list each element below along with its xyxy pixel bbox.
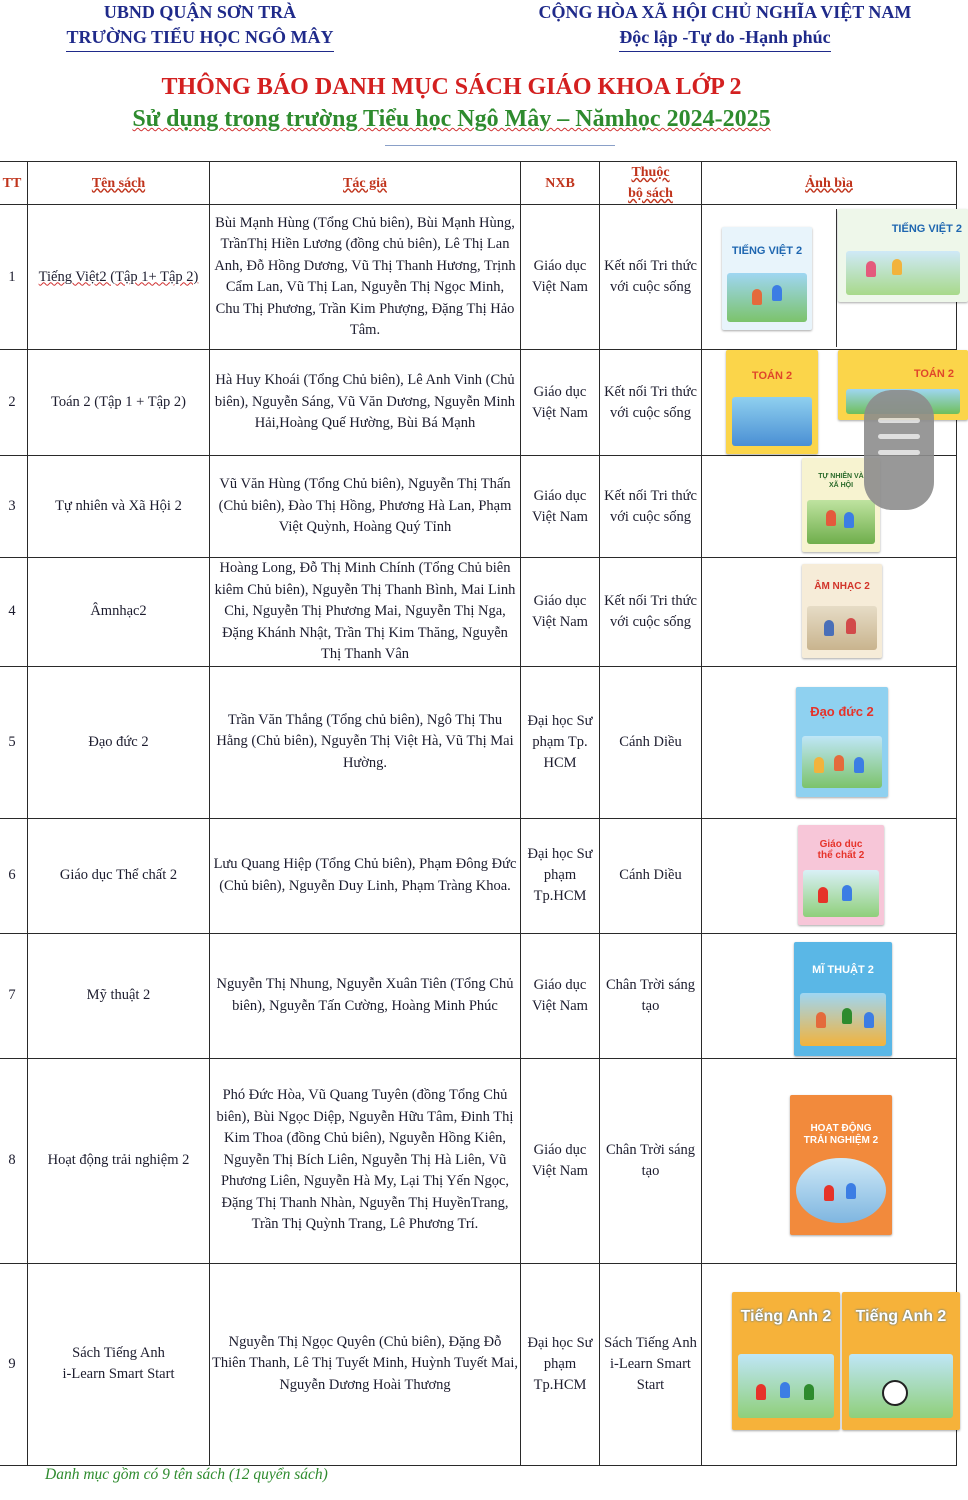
row-authors: Trần Văn Thắng (Tổng chủ biên), Ngô Thị Thu Hằng (Chủ biên), Nguyễn Thị Việt Hà, Vũ Thị Mai Hường. xyxy=(210,666,521,818)
row-book-name: Tiếng Việt2 (Tập 1+ Tập 2) xyxy=(28,205,210,350)
book-cover-image: ÂM NHẠC 2 xyxy=(802,564,882,658)
row-tt: 8 xyxy=(0,1058,28,1263)
book-cover-image: Giáo dục thể chất 2 xyxy=(798,825,884,925)
row-book-name: Đạo đức 2 xyxy=(28,666,210,818)
row-tt: 9 xyxy=(0,1263,28,1465)
floating-scroll-handle[interactable] xyxy=(864,390,934,510)
table-row xyxy=(0,666,957,818)
table-row xyxy=(0,558,957,667)
row-series: Kết nối Tri thức với cuộc sống xyxy=(600,350,702,456)
row-cover-cell xyxy=(702,1058,957,1263)
row-book-name: Toán 2 (Tập 1 + Tập 2) xyxy=(28,350,210,456)
row-authors: Hoàng Long, Đỗ Thị Minh Chính (Tổng Chủ biên kiêm Chủ biên), Nguyễn Thị Thanh Bình, Mai Linh Chi, Nguyễn Thị Phương Mai, Nguyễn Thị Nga, Đặng Khánh Nhật, Trần Thị Kim Thăng, Nguyễn Thị Thanh Vân xyxy=(210,558,521,667)
book-cover-image: TOÁN 2 xyxy=(726,350,818,454)
row-series: Kết nối Tri thức với cuộc sống xyxy=(600,558,702,667)
footer-note: Danh mục gồm có 9 tên sách (12 quyển sách) xyxy=(45,1466,328,1483)
page-title: THÔNG BÁO DANH MỤC SÁCH GIÁO KHOA LỚP 2 xyxy=(161,74,742,100)
national-motto: Độc lập -Tự do -Hạnh phúc xyxy=(619,25,830,52)
district-name: UBND QUẬN SƠN TRÀ xyxy=(103,2,297,22)
book-cover-image: HOẠT ĐỘNG TRẢI NGHIỆM 2 xyxy=(790,1095,892,1235)
row-cover-cell xyxy=(702,205,962,350)
row-series: Kết nối Tri thức với cuộc sống xyxy=(600,456,702,558)
row-authors: Lưu Quang Hiệp (Tổng Chủ biên), Phạm Đông Đức (Chủ biên), Nguyễn Duy Linh, Phạm Tràng Khoa. xyxy=(210,818,521,933)
textbook-table xyxy=(0,161,962,1466)
row-tt: 4 xyxy=(0,558,28,667)
page-subtitle: Sử dụng trong trường Tiểu học Ngô Mây – Nămhọc 2024-2025 xyxy=(132,106,771,132)
row-tt: 1 xyxy=(0,205,28,350)
row-book-name: Giáo dục Thể chất 2 xyxy=(28,818,210,933)
row-cover-cell xyxy=(702,1263,957,1465)
row-publisher: Đại học Sư phạm Tp. HCM xyxy=(521,666,600,818)
book-cover-image: TOÁN 2 xyxy=(838,350,968,420)
national-header xyxy=(520,0,930,52)
school-name: TRƯỜNG TIỂU HỌC NGÔ MÂY xyxy=(66,25,333,52)
row-series: Kết nối Tri thức với cuộc sống xyxy=(600,205,702,350)
row-book-name: Âmnhạc2 xyxy=(28,558,210,667)
header-cover: Ảnh bìa xyxy=(702,162,957,205)
table-row xyxy=(0,1263,957,1465)
row-tt: 2 xyxy=(0,350,28,456)
row-authors: Vũ Văn Hùng (Tổng Chủ biên), Nguyễn Thị Thấn (Chủ biên), Đào Thị Hồng, Phương Hà Lan, Phạm Việt Quỳnh, Hoàng Quý Tỉnh xyxy=(210,456,521,558)
book-cover-image: Đạo đức 2 xyxy=(796,687,888,797)
table-row xyxy=(0,933,957,1058)
row-authors: Nguyễn Thị Ngọc Quyên (Chủ biên), Đặng Đỗ Thiên Thanh, Lê Thị Tuyết Minh, Huỳnh Tuyết Mai, Nguyễn Dương Hoài Thương xyxy=(210,1263,521,1465)
row-publisher: Đại học Sư phạm Tp.HCM xyxy=(521,818,600,933)
header-author: Tác giả xyxy=(210,162,521,205)
row-tt: 5 xyxy=(0,666,28,818)
row-cover-cell xyxy=(702,818,957,933)
book-cover-image: Tiếng Anh 2 xyxy=(732,1292,840,1430)
row-book-name: Sách Tiếng Anh i-Learn Smart Start xyxy=(28,1263,210,1465)
row-series: Chân Trời sáng tạo xyxy=(600,933,702,1058)
national-title: CỘNG HÒA XÃ HỘI CHỦ NGHĨA VIỆT NAM xyxy=(538,2,912,22)
row-book-name: Mỹ thuật 2 xyxy=(28,933,210,1058)
row-tt: 6 xyxy=(0,818,28,933)
table-row xyxy=(0,205,957,350)
row-tt: 3 xyxy=(0,456,28,558)
book-cover-image: TIẾNG VIỆT 2 xyxy=(838,209,968,302)
row-publisher: Giáo dục Việt Nam xyxy=(521,456,600,558)
row-authors: Phó Đức Hòa, Vũ Quang Tuyên (đồng Tổng Chủ biên), Bùi Ngọc Diệp, Nguyễn Hữu Tâm, Đinh Thị Kim Thoa (đồng Chủ biên), Nguyễn Hồng Kiên, Nguyễn Thị Bích Liên, Nguyễn Thị Hà Liên, Vũ Phương Liên, Nguyễn Hà My, Lại Thị Yến Ngọc, Đặng Thị Thanh Nhàn, Nguyễn Thị HuyềnTrang, Trần Thị Quỳnh Trang, Lê Phương Trí. xyxy=(210,1058,521,1263)
row-publisher: Giáo dục Việt Nam xyxy=(521,205,600,350)
row-publisher: Đại học Sư phạm Tp.HCM xyxy=(521,1263,600,1465)
row-cover-cell xyxy=(702,933,957,1058)
row-publisher: Giáo dục Việt Nam xyxy=(521,350,600,456)
row-cover-cell xyxy=(702,558,957,667)
row-series: Sách Tiếng Anh i-Learn Smart Start xyxy=(600,1263,702,1465)
row-tt: 7 xyxy=(0,933,28,1058)
table-row xyxy=(0,456,957,558)
row-authors: Nguyễn Thị Nhung, Nguyễn Xuân Tiên (Tổng Chủ biên), Nguyễn Tấn Cường, Hoàng Minh Phúc xyxy=(210,933,521,1058)
row-publisher: Giáo dục Việt Nam xyxy=(521,1058,600,1263)
header-tt: TT xyxy=(0,162,28,205)
book-cover-image: TIẾNG VIỆT 2 xyxy=(722,227,812,330)
header-publisher: NXB xyxy=(521,162,600,205)
row-cover-cell xyxy=(702,666,957,818)
table-row xyxy=(0,350,957,456)
title-divider xyxy=(385,145,615,146)
row-series: Cánh Diều xyxy=(600,818,702,933)
row-publisher: Giáo dục Việt Nam xyxy=(521,933,600,1058)
header-series: Thuộc bộ sách xyxy=(600,162,702,205)
book-cover-image: TỰ NHIÊN VÀ XÃ HỘI xyxy=(802,458,880,552)
table-header-row xyxy=(0,162,957,205)
row-publisher: Giáo dục Việt Nam xyxy=(521,558,600,667)
row-book-name: Tự nhiên và Xã Hội 2 xyxy=(28,456,210,558)
row-series: Cánh Diều xyxy=(600,666,702,818)
book-cover-image: MĨ THUẬT 2 xyxy=(794,942,892,1056)
table-row xyxy=(0,1058,957,1263)
row-authors: Hà Huy Khoái (Tổng Chủ biên), Lê Anh Vinh (Chủ biên), Nguyễn Sáng, Vũ Văn Dương, Nguyễn Minh Hải,Hoàng Quế Hường, Bùi Bá Mạnh xyxy=(210,350,521,456)
row-book-name: Hoạt động trải nghiệm 2 xyxy=(28,1058,210,1263)
row-authors: Bùi Mạnh Hùng (Tổng Chủ biên), Bùi Mạnh Hùng, TrầnThị Hiền Lương (đồng chủ biên), Lê Thị Lan Anh, Đỗ Hồng Dương, Vũ Thị Thanh Hương, Trịnh Cẩm Lan, Vũ Thị Lan, Nguyễn Thị Ngọc Minh, Chu Thị Phương, Trần Kim Phượng, Đặng Thị Hảo Tâm. xyxy=(210,205,521,350)
school-header xyxy=(40,0,360,52)
table-row xyxy=(0,818,957,933)
header-name: Tên sách xyxy=(28,162,210,205)
book-cover-image: Tiếng Anh 2 xyxy=(842,1292,960,1430)
row-series: Chân Trời sáng tạo xyxy=(600,1058,702,1263)
